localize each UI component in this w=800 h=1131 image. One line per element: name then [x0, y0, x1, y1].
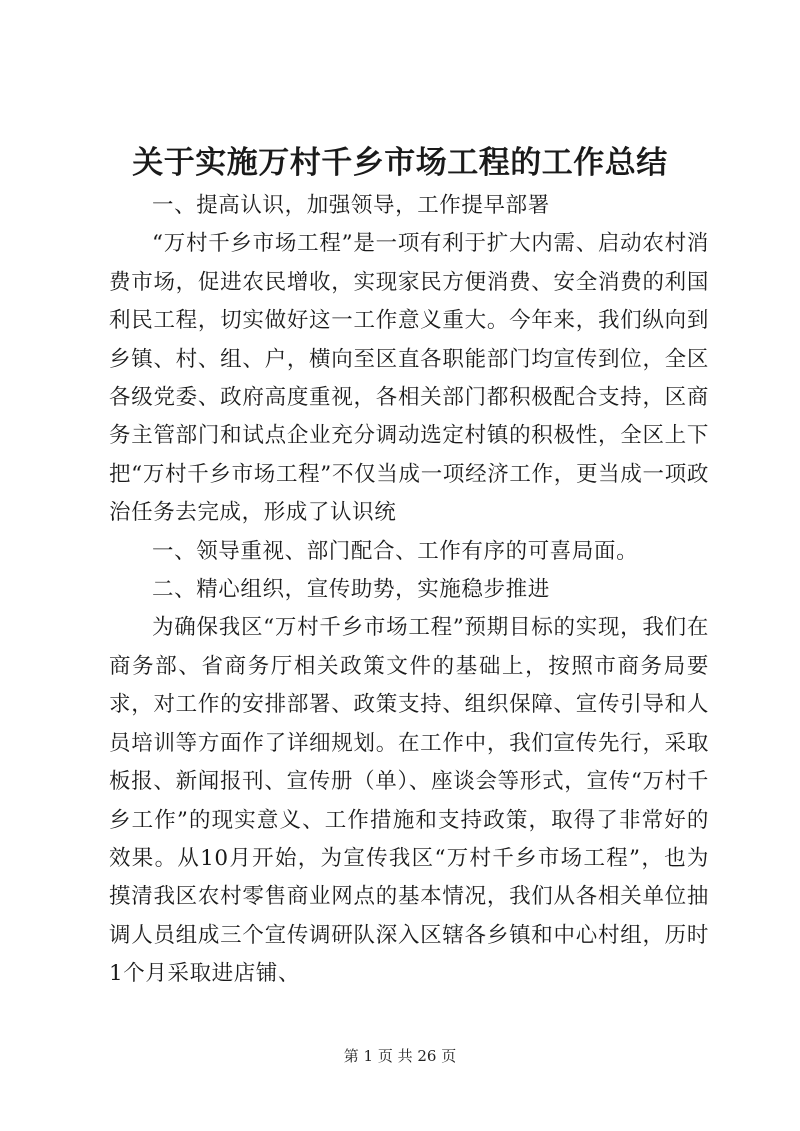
body-paragraph: 一、领导重视、部门配合、工作有序的可喜局面。 — [152, 538, 639, 564]
document-body — [109, 187, 709, 994]
page-number-footer: 第 1 页 共 26 页 — [343, 1047, 457, 1065]
document-title: 关于实施万村千乡市场工程的工作总结 — [132, 145, 668, 181]
section-heading-1: 一、提高认识，加强领导，工作提早部署 — [152, 193, 550, 218]
body-paragraph: “万村千乡市场工程”是一项有利于扩大内需、启动农村消费市场，促进农民增收，实现家民方便消费、安全消费的利国利民工程，切实做好这一工作意义重大。今年来，我们纵向到乡镇、村、组、户，横向至区直各职能部门均宣传到位，全区各级党委、政府高度重视，各相关部门都积极配合支持，区商务主管部门和试点企业充分调动选定村镇的积极性，全区上下把“万村千乡市场工程”不仅当成一项经济工作，更当成一项政治任务去完成，形成了认识统 — [109, 231, 709, 526]
section-heading-2: 二、精心组织，宣传助势，实施稳步推进 — [152, 577, 550, 603]
body-paragraph: 为确保我区“万村千乡市场工程”预期目标的实现，我们在商务部、省商务厅相关政策文件的基础上，按照市商务局要求，对工作的安排部署、政策支持、组织保障、宣传引导和人员培训等方面作了详细规划。在工作中，我们宣传先行，采取板报、新闻报刊、宣传册（单）、座谈会等形式，宣传“万村千乡工作”的现实意义、工作措施和支持政策，取得了非常好的效果。从10月开始，为宣传我区“万村千乡市场工程”，也为摸清我区农村零售商业网点的基本情况，我们从各相关单位抽调人员组成三个宣传调研队深入区辖各乡镇和中心村组，历时1个月采取进店铺、 — [109, 615, 709, 987]
